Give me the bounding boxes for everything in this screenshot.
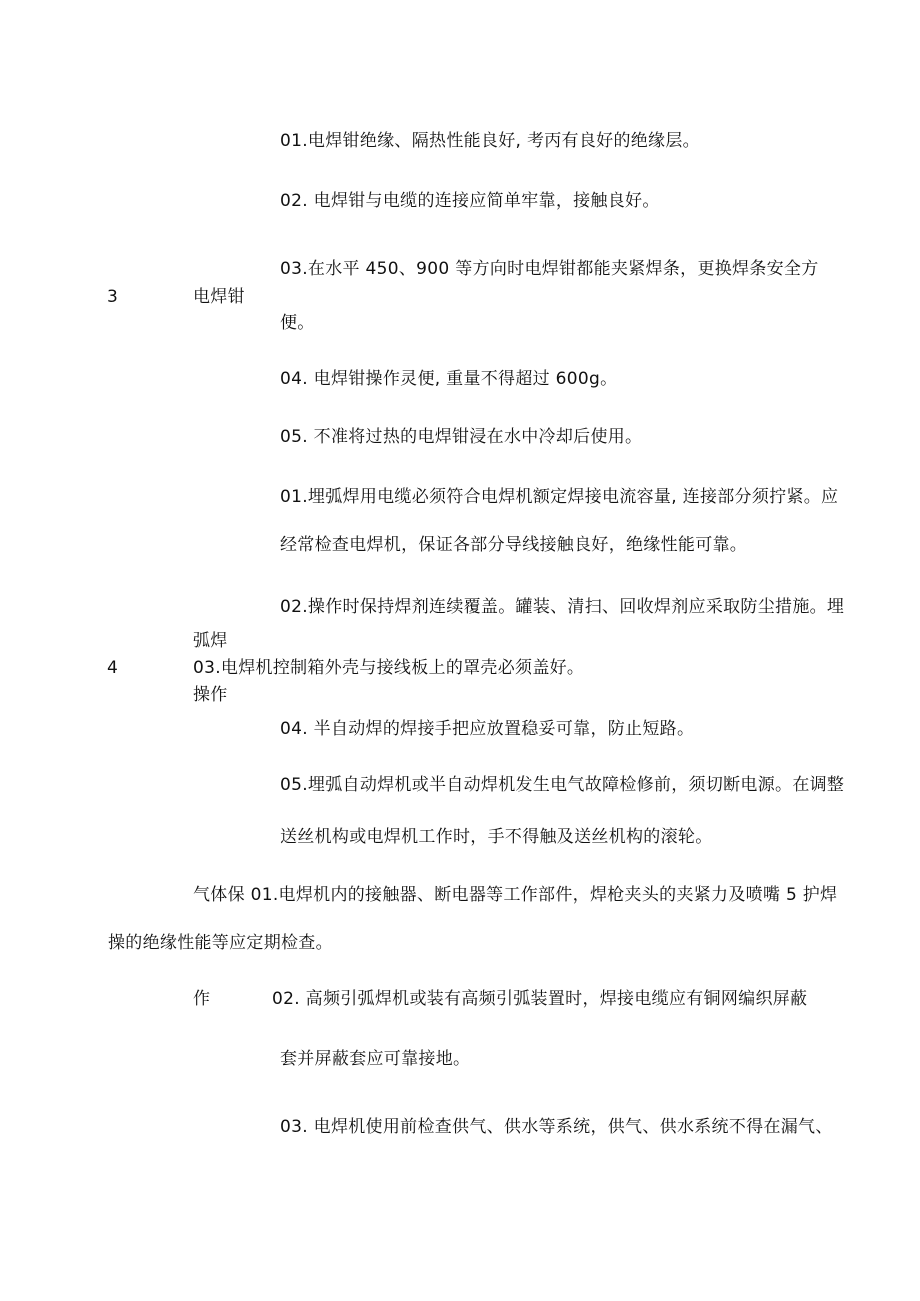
section-5-title-tail: 作 xyxy=(193,989,211,1009)
section-4-item-04: 04. 半自动焊的焊接手把应放置稳妥可靠，防止短路。 xyxy=(280,719,695,739)
section-4-item-03: 03.电焊机控制箱外壳与接线板上的罩壳必须盖好。 xyxy=(193,658,585,678)
section-4-item-01-cont: 经常检查电焊机，保证各部分导线接触良好，绝缘性能可靠。 xyxy=(280,535,748,555)
section-3-item-04: 04. 电焊钳操作灵便, 重量不得超过 600g。 xyxy=(280,369,618,389)
section-5-item-02: 02. 高频引弧焊机或装有高频引弧装置时，焊接电缆应有铜网编织屏蔽 xyxy=(272,989,808,1009)
section-4-title-line2: 操作 xyxy=(193,685,228,705)
section-3-item-01: 01.电焊钳绝缘、隔热性能良好, 考丙有良好的绝缘层。 xyxy=(280,131,700,151)
section-5-line-2: 操的绝缘性能等应定期检查。 xyxy=(108,933,333,953)
section-3-item-03: 03.在水平 450、900 等方向时电焊钳都能夹紧焊条，更换焊条安全方 xyxy=(280,259,819,279)
section-3-title: 电焊钳 xyxy=(193,287,245,307)
section-4-item-05: 05.埋弧自动焊机或半自动焊机发生电气故障检修前，须切断电源。在调整 xyxy=(280,775,845,795)
section-4-item-01: 01.埋弧焊用电缆必须符合电焊机额定焊接电流容量, 连接部分须拧紧。应 xyxy=(280,487,839,507)
section-4-item-02: 02.操作时保持焊剂连续覆盖。罐装、清扫、回收焊剂应采取防尘措施。埋 xyxy=(280,597,845,617)
section-3-item-05: 05. 不准将过热的电焊钳浸在水中冷却后使用。 xyxy=(280,427,643,447)
section-5-item-03: 03. 电焊机使用前检查供气、供水等系统，供气、供水系统不得在漏气、 xyxy=(280,1117,833,1137)
section-4-item-05-cont: 送丝机构或电焊机工作时，手不得触及送丝机构的滚轮。 xyxy=(280,827,713,847)
section-3-item-02: 02. 电焊钳与电缆的连接应简单牢靠，接触良好。 xyxy=(280,191,660,211)
section-3-item-03-cont: 便。 xyxy=(280,313,315,333)
section-4-number: 4 xyxy=(107,658,119,678)
section-4-title-line1: 弧焊 xyxy=(193,631,228,651)
section-5-line-1: 气体保 01.电焊机内的接触器、断电器等工作部件，焊枪夹头的夹紧力及喷嘴 5 护焊 xyxy=(193,885,838,905)
section-5-item-02-cont: 套并屏蔽套应可靠接地。 xyxy=(280,1049,471,1069)
section-3-number: 3 xyxy=(107,287,119,307)
